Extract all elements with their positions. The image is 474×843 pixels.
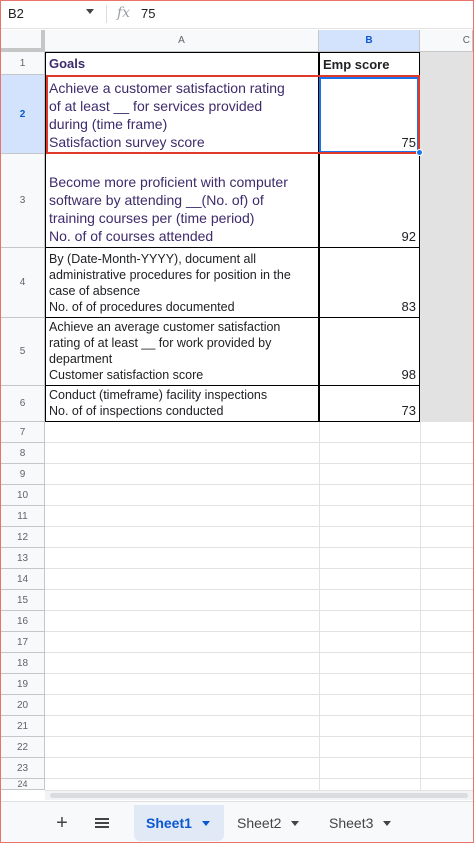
row-header-5[interactable]: 5 bbox=[1, 318, 45, 386]
sheet-tab-label: Sheet3 bbox=[329, 815, 374, 831]
goal-line: software by attending __(No. of) of bbox=[49, 192, 264, 208]
fill-handle[interactable] bbox=[416, 149, 423, 156]
select-all-corner[interactable] bbox=[1, 30, 45, 52]
row-header-21[interactable]: 21 bbox=[1, 716, 45, 737]
cell-a3[interactable] bbox=[45, 153, 319, 248]
row-header-23[interactable]: 23 bbox=[1, 758, 45, 779]
row-header-13[interactable]: 13 bbox=[1, 548, 45, 569]
row-header-3[interactable]: 3 bbox=[1, 154, 45, 248]
cell-b3[interactable] bbox=[319, 153, 420, 248]
grid-line-c bbox=[420, 422, 421, 790]
sheet-tab-label: Sheet1 bbox=[146, 815, 192, 831]
goal-line: training courses per (time period) bbox=[49, 210, 255, 226]
goal-line: administrative procedures for position in the bbox=[49, 268, 291, 282]
emp-score-header: Emp score bbox=[323, 57, 390, 72]
name-box-dropdown-icon[interactable] bbox=[86, 9, 94, 14]
sheet-tab-2[interactable] bbox=[225, 805, 315, 841]
cell-a1[interactable] bbox=[45, 52, 319, 76]
goal-measure: Customer satisfaction score bbox=[49, 368, 204, 382]
column-header-a[interactable]: A bbox=[45, 30, 319, 52]
goal-line: Achieve an average customer satisfaction bbox=[49, 320, 281, 334]
row-header-17[interactable]: 17 bbox=[1, 632, 45, 653]
goal-line: department bbox=[49, 352, 113, 366]
row-header-7[interactable]: 7 bbox=[1, 422, 45, 443]
row-header-14[interactable]: 14 bbox=[1, 569, 45, 590]
row-header-2[interactable]: 2 bbox=[1, 75, 45, 154]
row-header-9[interactable]: 9 bbox=[1, 464, 45, 485]
chevron-down-icon[interactable] bbox=[202, 821, 210, 826]
goal-line: Become more proficient with computer bbox=[49, 174, 288, 190]
row-header-20[interactable]: 20 bbox=[1, 695, 45, 716]
cell-b5[interactable] bbox=[319, 317, 420, 386]
goal-measure: Satisfaction survey score bbox=[49, 134, 205, 150]
goal-measure: No. of of procedures documented bbox=[49, 300, 235, 314]
formula-input[interactable]: 75 bbox=[141, 6, 156, 21]
goal-line: during (time frame) bbox=[49, 116, 168, 132]
row-header-4[interactable]: 4 bbox=[1, 248, 45, 318]
horizontal-scrollbar-thumb[interactable] bbox=[50, 793, 468, 798]
row-header-24[interactable]: 24 bbox=[1, 779, 45, 790]
cell-b4[interactable] bbox=[319, 247, 420, 318]
sheet-tab-3[interactable] bbox=[317, 805, 407, 841]
row-header-11[interactable]: 11 bbox=[1, 506, 45, 527]
chevron-down-icon[interactable] bbox=[383, 821, 391, 826]
score-value: 98 bbox=[401, 367, 416, 382]
row-header-15[interactable]: 15 bbox=[1, 590, 45, 611]
column-c-area bbox=[420, 52, 473, 422]
row-header-16[interactable]: 16 bbox=[1, 611, 45, 632]
column-header-b[interactable]: B bbox=[319, 30, 420, 52]
add-sheet-icon[interactable]: + bbox=[56, 811, 68, 834]
empty-grid bbox=[45, 422, 473, 790]
cell-a4[interactable] bbox=[45, 247, 319, 318]
row-header-1[interactable]: 1 bbox=[1, 52, 45, 75]
row-header-6[interactable]: 6 bbox=[1, 386, 45, 422]
goal-line: Achieve a customer satisfaction rating bbox=[49, 80, 285, 96]
row-header-18[interactable]: 18 bbox=[1, 653, 45, 674]
goal-line: By (Date-Month-YYYY), document all bbox=[49, 252, 257, 266]
fx-icon: fx bbox=[117, 5, 131, 21]
row-header-8[interactable]: 8 bbox=[1, 443, 45, 464]
cell-a5[interactable] bbox=[45, 317, 319, 386]
score-value: 83 bbox=[401, 299, 416, 314]
row-header-12[interactable]: 12 bbox=[1, 527, 45, 548]
row-header-19[interactable]: 19 bbox=[1, 674, 45, 695]
formula-separator bbox=[106, 5, 107, 23]
all-sheets-menu-icon[interactable] bbox=[90, 811, 114, 835]
goal-line: rating of at least __ for work provided by bbox=[49, 336, 272, 350]
goal-measure: No. of of inspections conducted bbox=[49, 404, 224, 418]
column-header-c[interactable]: C bbox=[420, 30, 473, 52]
goal-line: Conduct (timeframe) facility inspections bbox=[49, 388, 268, 402]
score-value: 92 bbox=[401, 229, 416, 244]
score-value: 73 bbox=[401, 403, 416, 418]
name-box[interactable]: B2 bbox=[8, 6, 24, 21]
score-value: 75 bbox=[401, 135, 416, 150]
chevron-down-icon[interactable] bbox=[291, 821, 299, 826]
goal-line: of at least __ for services provided bbox=[49, 98, 263, 114]
formula-bar bbox=[1, 1, 473, 29]
sheet-tab-label: Sheet2 bbox=[237, 815, 282, 831]
goals-header: Goals bbox=[49, 56, 86, 71]
cell-b1[interactable] bbox=[319, 52, 420, 76]
sheet-tab-1[interactable] bbox=[134, 805, 224, 841]
grid-line-b bbox=[319, 422, 320, 790]
row-header-22[interactable]: 22 bbox=[1, 737, 45, 758]
cell-a6[interactable] bbox=[45, 385, 319, 422]
goal-line: case of absence bbox=[49, 284, 141, 298]
row-header-10[interactable]: 10 bbox=[1, 485, 45, 506]
cell-b6[interactable] bbox=[319, 385, 420, 422]
row-highlight-outline bbox=[46, 75, 420, 154]
goal-measure: No. of of courses attended bbox=[49, 228, 214, 244]
